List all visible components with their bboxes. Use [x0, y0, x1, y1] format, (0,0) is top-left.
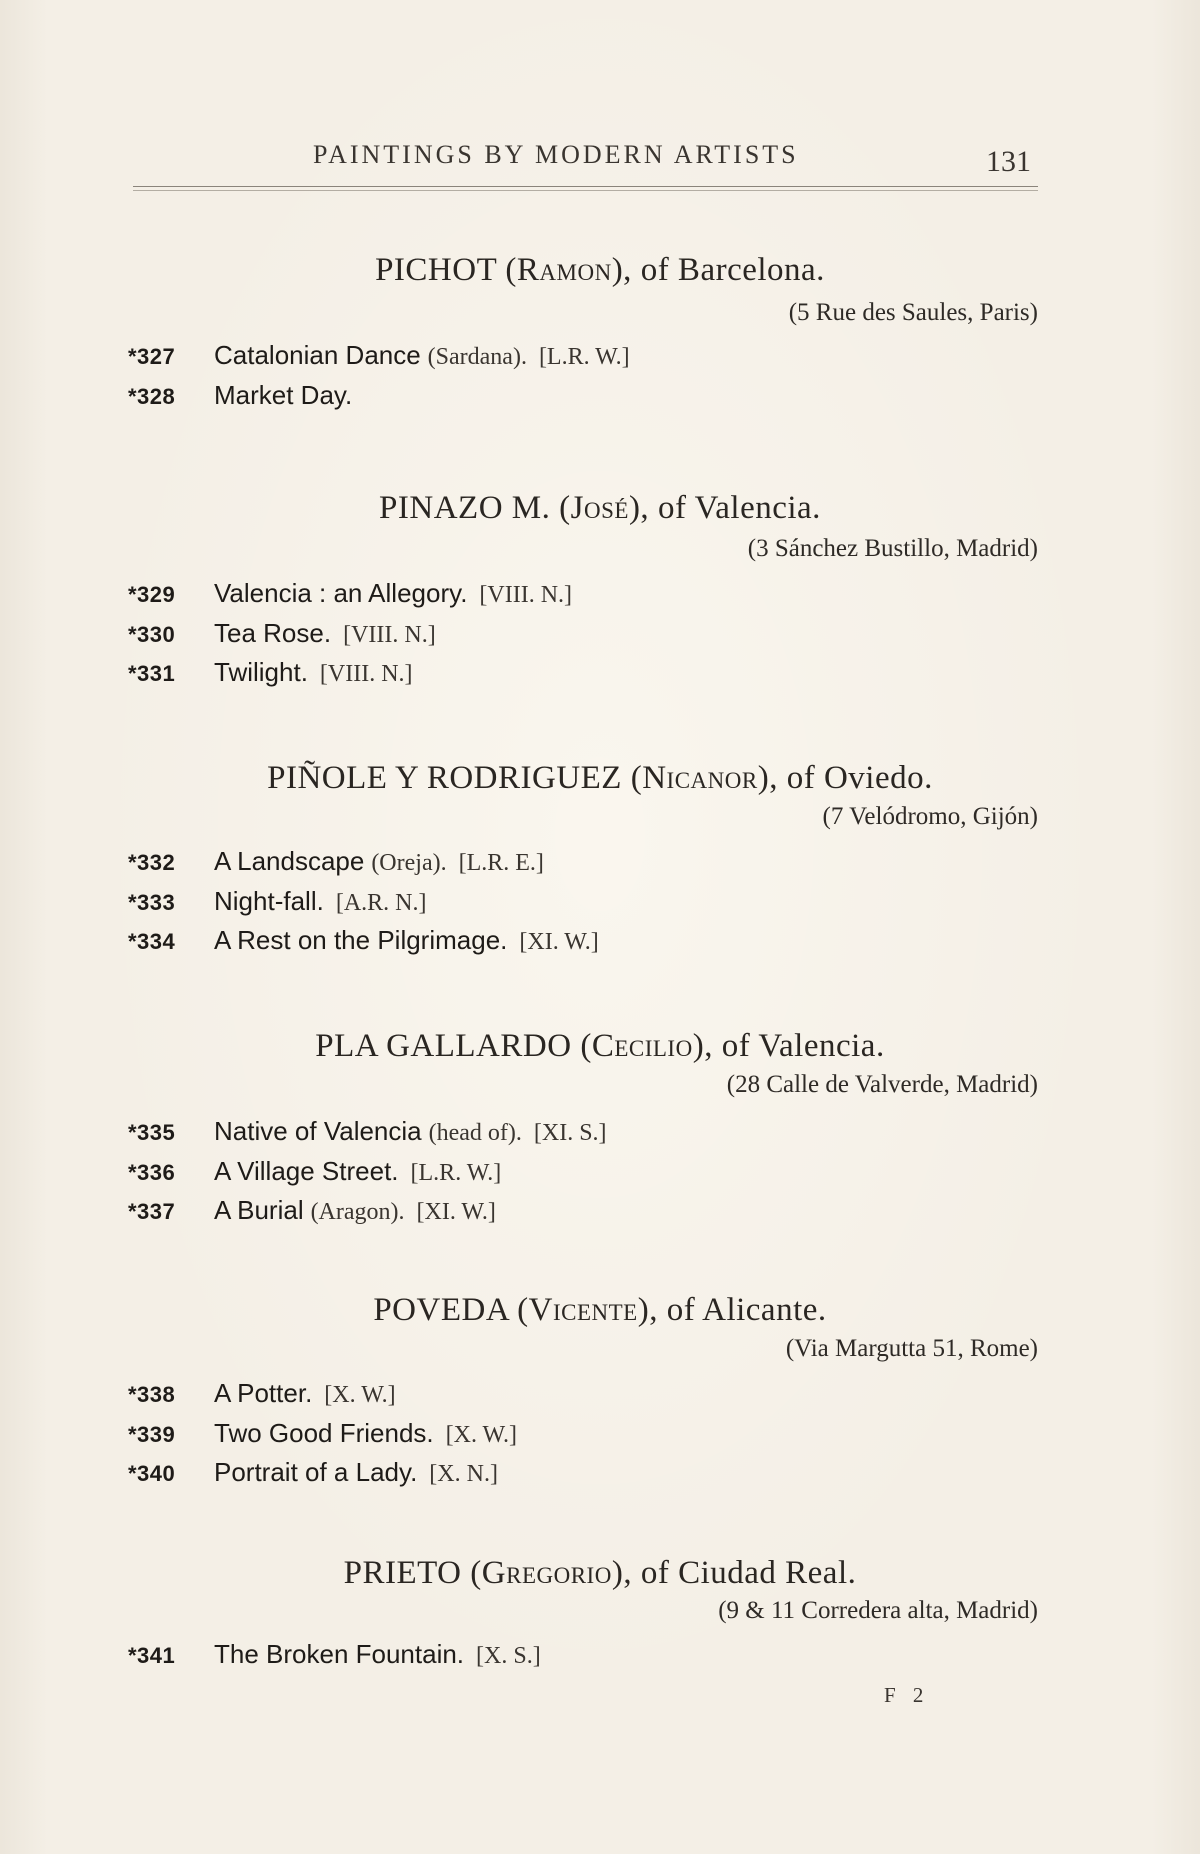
artist-surname: PLA GALLARDO [315, 1028, 572, 1064]
artist-address: (28 Calle de Valverde, Madrid) [726, 1071, 1038, 1098]
artist-surname: POVEDA [373, 1292, 509, 1328]
work-item [128, 657, 572, 697]
work-item [128, 1639, 541, 1679]
artist-heading: PIÑOLE Y RODRIGUEZ (Nicanor), of Oviedo. [267, 760, 933, 796]
work-title: The Broken Fountain. [214, 1639, 465, 1669]
work-award: [XI. W.] [519, 929, 599, 955]
artist-address: (3 Sánchez Bustillo, Madrid) [747, 535, 1038, 562]
catalogue-number: *339 [128, 1421, 176, 1447]
catalogue-number: *335 [128, 1120, 176, 1145]
artist-entry-pinazo [0, 490, 1200, 687]
artist-entry-pla-gallardo [0, 1028, 1200, 1225]
work-title: Market Day. [214, 379, 353, 410]
artist-heading: PINAZO M. (José), of Valencia. [379, 490, 821, 526]
work-title: Catalonian Dance [214, 340, 421, 370]
work-item [128, 1156, 607, 1196]
work-award: [X. S.] [476, 1643, 541, 1669]
work-title: Valencia : an Allegory. [214, 578, 468, 608]
artist-origin: of Barcelona. [640, 252, 825, 288]
work-award: [L.R. W.] [538, 344, 630, 370]
works-list [128, 340, 630, 419]
artist-given-name: José [570, 490, 629, 526]
work-award: [X. W.] [324, 1382, 396, 1408]
works-list [128, 1116, 607, 1235]
artist-given-name: Nicanor [642, 760, 758, 796]
artist-entry-poveda [0, 1292, 1200, 1487]
work-item [128, 925, 599, 965]
work-detail: (Oreja). [371, 850, 447, 876]
artist-heading: PRIETO (Gregorio), of Ciudad Real. [343, 1555, 857, 1591]
work-item [128, 1457, 517, 1497]
work-award: [VIII. N.] [479, 582, 573, 608]
artist-origin: of Valencia. [721, 1028, 885, 1064]
artist-surname: PRIETO [343, 1555, 462, 1591]
catalogue-number: *330 [128, 621, 176, 647]
work-item [128, 340, 630, 380]
artist-heading: PLA GALLARDO (Cecilio), of Valencia. [315, 1028, 885, 1064]
work-title: Night-fall. [214, 885, 324, 916]
work-item [128, 1116, 607, 1156]
catalogue-number: *334 [128, 929, 176, 954]
artist-given-name: Ramon [516, 252, 612, 288]
work-title: Two Good Friends. [214, 1417, 434, 1448]
artist-entry-pinole [0, 760, 1200, 955]
artist-heading: PICHOT (Ramon), of Barcelona. [375, 252, 825, 288]
work-item [128, 578, 572, 618]
catalogue-number: *336 [128, 1159, 176, 1185]
artist-origin: of Valencia. [657, 490, 821, 526]
work-award: [VIII. N.] [343, 621, 436, 648]
header-rule-secondary [133, 190, 1038, 191]
work-title: Portrait of a Lady. [214, 1457, 418, 1487]
work-title: A Burial [214, 1195, 304, 1225]
artist-origin: of Oviedo. [786, 760, 933, 796]
artist-surname: PIÑOLE Y RODRIGUEZ [267, 760, 622, 796]
running-head: PAINTINGS BY MODERN ARTISTS [313, 140, 799, 169]
work-detail: (head of). [428, 1120, 522, 1146]
catalogue-number: *328 [128, 383, 176, 409]
works-list [128, 1639, 541, 1679]
artist-entry-pichot [0, 252, 1200, 410]
work-title: Tea Rose. [214, 617, 332, 648]
work-item [128, 618, 572, 658]
work-item [128, 1418, 517, 1458]
work-award: [X. N.] [429, 1461, 498, 1487]
work-award: [XI. W.] [416, 1199, 496, 1225]
work-award: [XI. S.] [533, 1120, 607, 1146]
works-list [128, 578, 572, 697]
work-item [128, 846, 599, 886]
work-award: [L.R. W.] [410, 1159, 502, 1186]
work-award: [A.R. N.] [335, 889, 427, 916]
catalogue-number: *327 [128, 344, 176, 369]
work-item [128, 1378, 517, 1418]
page-number: 131 [986, 145, 1031, 178]
signature-mark: F 2 [884, 1683, 930, 1707]
catalogue-number: *337 [128, 1199, 176, 1224]
artist-given-name: Cecilio [591, 1028, 693, 1064]
artist-origin: of Alicante. [666, 1292, 827, 1328]
work-title: A Rest on the Pilgrimage. [214, 925, 508, 955]
catalogue-number: *333 [128, 889, 176, 915]
work-detail: (Aragon). [310, 1199, 405, 1225]
catalogue-number: *338 [128, 1382, 176, 1407]
artist-surname: PICHOT [375, 252, 497, 288]
work-item [128, 380, 630, 420]
work-title: A Village Street. [214, 1155, 399, 1186]
work-title: Native of Valencia [214, 1116, 422, 1146]
catalogue-number: *341 [128, 1643, 176, 1668]
catalogue-number: *331 [128, 661, 176, 686]
artist-origin: of Ciudad Real. [640, 1555, 857, 1591]
work-item [128, 886, 599, 926]
work-award: [VIII. N.] [319, 661, 413, 687]
artist-address: (9 & 11 Corredera alta, Madrid) [718, 1597, 1038, 1624]
work-title: Twilight. [214, 657, 308, 687]
artist-heading: POVEDA (Vicente), of Alicante. [373, 1292, 827, 1328]
catalogue-number: *340 [128, 1461, 176, 1486]
artist-entry-prieto [0, 1555, 1200, 1669]
artist-address: (Via Margutta 51, Rome) [785, 1335, 1038, 1362]
works-list [128, 846, 599, 965]
artist-given-name: Gregorio [481, 1555, 612, 1591]
artist-given-name: Vicente [528, 1292, 638, 1328]
header-rule [133, 186, 1038, 187]
work-detail: (Sardana). [427, 344, 527, 370]
catalogue-number: *332 [128, 850, 176, 875]
work-award: [X. W.] [445, 1421, 517, 1448]
work-award: [L.R. E.] [458, 850, 544, 876]
work-item [128, 1195, 607, 1235]
works-list [128, 1378, 517, 1497]
work-title: A Potter. [214, 1378, 313, 1408]
artist-address: (5 Rue des Saules, Paris) [788, 299, 1038, 326]
artist-address: (7 Velódromo, Gijón) [822, 803, 1038, 830]
artist-surname: PINAZO M. [379, 490, 551, 526]
work-title: A Landscape [214, 846, 365, 876]
catalogue-number: *329 [128, 582, 176, 607]
